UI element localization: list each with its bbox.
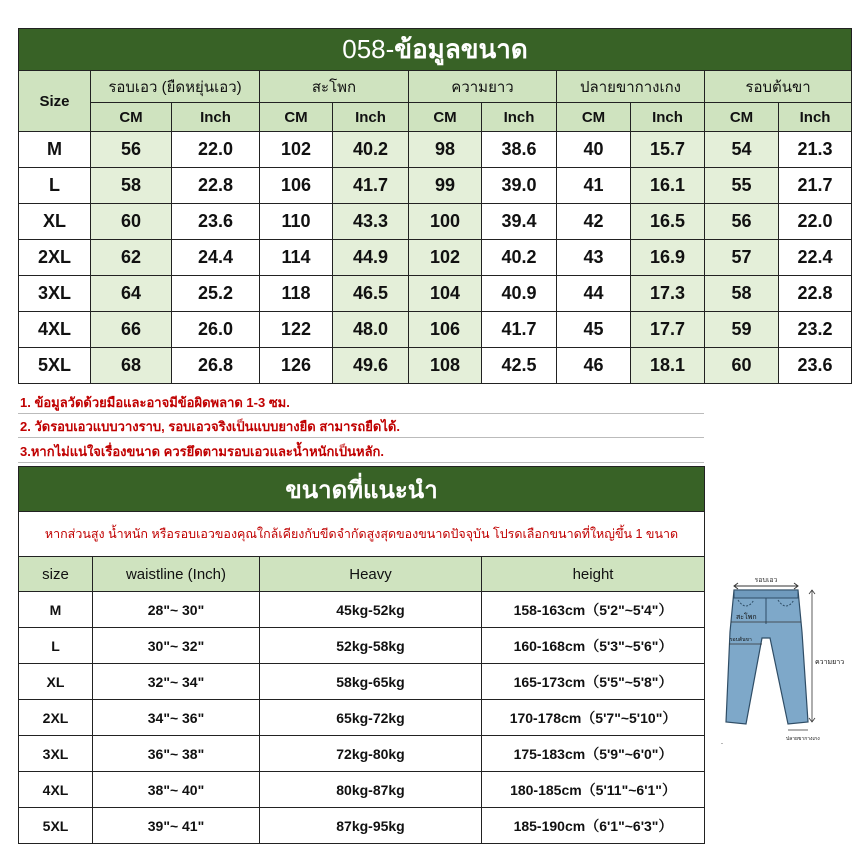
cell-cm: 66 (91, 312, 172, 348)
cell-cm: 100 (409, 204, 482, 240)
size-label: XL (19, 204, 91, 240)
unit-cm: CM (557, 103, 631, 132)
rec-cell-size: XL (19, 664, 93, 700)
cell-inch: 44.9 (333, 240, 409, 276)
size-label: 2XL (19, 240, 91, 276)
cell-cm: 104 (409, 276, 482, 312)
cell-inch: 39.4 (482, 204, 557, 240)
cell-cm: 55 (705, 168, 779, 204)
cell-cm: 118 (260, 276, 333, 312)
rec-cell-waist: 38"~ 40" (93, 772, 260, 808)
rec-cell-size: 4XL (19, 772, 93, 808)
note-3: 3.หากไม่แน่ใจเรื่องขนาด ควรยึดตามรอบเอวและน้ำหนักเป็นหลัก. (18, 441, 704, 463)
note-1: 1. ข้อมูลวัดด้วยมือและอาจมีข้อผิดพลาด 1-3 ซม. (18, 392, 704, 414)
rec-header-height: height (482, 557, 705, 592)
unit-inch: Inch (333, 103, 409, 132)
rec-cell-waist: 30"~ 32" (93, 628, 260, 664)
rec-header-size: size (19, 557, 93, 592)
size-row (19, 312, 852, 348)
cell-cm: 57 (705, 240, 779, 276)
rec-cell-heavy: 65kg-72kg (260, 700, 482, 736)
size-label: 3XL (19, 276, 91, 312)
cell-cm: 106 (409, 312, 482, 348)
cell-inch: 21.3 (779, 132, 852, 168)
cell-cm: 126 (260, 348, 333, 384)
rec-cell-waist: 28"~ 30" (93, 592, 260, 628)
measure-header-waist: รอบเอว (ยืดหยุ่นเอว) (91, 71, 260, 103)
cell-cm: 60 (91, 204, 172, 240)
rec-cell-height: 175-183cm（5'9"~6'0"） (482, 736, 705, 772)
unit-cm: CM (409, 103, 482, 132)
cell-inch: 17.7 (631, 312, 705, 348)
cell-cm: 45 (557, 312, 631, 348)
cell-cm: 68 (91, 348, 172, 384)
recommend-row (19, 808, 705, 844)
unit-inch: Inch (779, 103, 852, 132)
cell-inch: 23.6 (779, 348, 852, 384)
rec-cell-height: 160-168cm（5'3"~5'6"） (482, 628, 705, 664)
size-row (19, 204, 852, 240)
measure-header-thigh: รอบต้นขา (705, 71, 852, 103)
cell-cm: 56 (705, 204, 779, 240)
cell-inch: 18.1 (631, 348, 705, 384)
rec-cell-heavy: 80kg-87kg (260, 772, 482, 808)
cell-inch: 49.6 (333, 348, 409, 384)
cell-cm: 56 (91, 132, 172, 168)
cell-cm: 64 (91, 276, 172, 312)
recommend-row (19, 772, 705, 808)
size-column-header: Size (19, 71, 91, 132)
cell-inch: 22.8 (779, 276, 852, 312)
rec-cell-heavy: 45kg-52kg (260, 592, 482, 628)
cell-cm: 98 (409, 132, 482, 168)
cell-inch: 39.0 (482, 168, 557, 204)
cell-cm: 59 (705, 312, 779, 348)
size-label: L (19, 168, 91, 204)
cell-inch: 40.2 (333, 132, 409, 168)
cell-inch: 24.4 (172, 240, 260, 276)
cell-inch: 22.8 (172, 168, 260, 204)
rec-cell-size: 2XL (19, 700, 93, 736)
hem-label: ปลายขากางเกง (786, 736, 820, 742)
recommend-title: ขนาดที่แนะนำ (19, 467, 705, 512)
cell-cm: 62 (91, 240, 172, 276)
measure-header-length: ความยาว (409, 71, 557, 103)
measure-header-hem: ปลายขากางเกง (557, 71, 705, 103)
cell-cm: 106 (260, 168, 333, 204)
size-row (19, 276, 852, 312)
size-info-table (18, 28, 852, 384)
cell-inch: 38.6 (482, 132, 557, 168)
unit-inch: Inch (172, 103, 260, 132)
rec-cell-height: 185-190cm（6'1"~6'3"） (482, 808, 705, 844)
cell-inch: 40.9 (482, 276, 557, 312)
unit-cm: CM (705, 103, 779, 132)
cell-inch: 15.7 (631, 132, 705, 168)
size-row (19, 132, 852, 168)
cell-cm: 42 (557, 204, 631, 240)
cell-cm: 58 (705, 276, 779, 312)
recommend-row (19, 736, 705, 772)
cell-cm: 99 (409, 168, 482, 204)
unit-inch: Inch (631, 103, 705, 132)
cell-inch: 23.6 (172, 204, 260, 240)
rec-cell-height: 158-163cm（5'2"~5'4"） (482, 592, 705, 628)
cell-cm: 44 (557, 276, 631, 312)
size-label: 5XL (19, 348, 91, 384)
cell-inch: 42.5 (482, 348, 557, 384)
cell-cm: 40 (557, 132, 631, 168)
size-table-body (19, 132, 852, 384)
waist-label: รอบเอว (754, 577, 778, 584)
rec-cell-heavy: 52kg-58kg (260, 628, 482, 664)
unit-inch: Inch (482, 103, 557, 132)
rec-cell-size: 5XL (19, 808, 93, 844)
cell-inch: 43.3 (333, 204, 409, 240)
cell-cm: 43 (557, 240, 631, 276)
cell-cm: 60 (705, 348, 779, 384)
rec-cell-size: 3XL (19, 736, 93, 772)
cell-inch: 22.4 (779, 240, 852, 276)
rec-cell-size: L (19, 628, 93, 664)
jeans-icon (716, 572, 856, 744)
unit-cm: CM (91, 103, 172, 132)
rec-cell-heavy: 58kg-65kg (260, 664, 482, 700)
size-label: M (19, 132, 91, 168)
rec-cell-heavy: 72kg-80kg (260, 736, 482, 772)
size-row (19, 168, 852, 204)
size-row (19, 240, 852, 276)
rec-cell-size: M (19, 592, 93, 628)
hip-label: สะโพก (736, 614, 757, 621)
cell-inch: 16.5 (631, 204, 705, 240)
cell-inch: 46.5 (333, 276, 409, 312)
rec-cell-waist: 34"~ 36" (93, 700, 260, 736)
cell-cm: 110 (260, 204, 333, 240)
title-prefix: 058- (342, 34, 395, 64)
rec-cell-height: 170-178cm（5'7"~5'10"） (482, 700, 705, 736)
recommend-row (19, 700, 705, 736)
cell-inch: 40.2 (482, 240, 557, 276)
length-label: ความยาว (815, 659, 845, 666)
cell-cm: 108 (409, 348, 482, 384)
cell-cm: 102 (409, 240, 482, 276)
recommend-row (19, 664, 705, 700)
rec-header-heavy: Heavy (260, 557, 482, 592)
cell-inch: 22.0 (779, 204, 852, 240)
rec-cell-heavy: 87kg-95kg (260, 808, 482, 844)
rec-cell-waist: 36"~ 38" (93, 736, 260, 772)
title-main: ข้อมูลขนาด (394, 34, 528, 64)
rec-cell-waist: 32"~ 34" (93, 664, 260, 700)
recommended-size-table (18, 466, 705, 844)
cell-inch: 41.7 (482, 312, 557, 348)
rec-cell-height: 180-185cm（5'11"~6'1"） (482, 772, 705, 808)
recommend-row (19, 592, 705, 628)
note-2: 2. วัดรอบเอวแบบวางราบ, รอบเอวจริงเป็นแบบยางยืด สามารถยืดได้. (18, 416, 704, 438)
cell-inch: 26.8 (172, 348, 260, 384)
cell-inch: 21.7 (779, 168, 852, 204)
cell-inch: 25.2 (172, 276, 260, 312)
rec-header-waist: waistline (Inch) (93, 557, 260, 592)
cell-cm: 54 (705, 132, 779, 168)
cell-inch: 48.0 (333, 312, 409, 348)
cell-inch: 26.0 (172, 312, 260, 348)
size-label: 4XL (19, 312, 91, 348)
measure-header-hip: สะโพก (260, 71, 409, 103)
rec-cell-height: 165-173cm（5'5"~5'8"） (482, 664, 705, 700)
size-table-title (19, 29, 852, 71)
cell-cm: 58 (91, 168, 172, 204)
cell-inch: 17.3 (631, 276, 705, 312)
cell-inch: 16.1 (631, 168, 705, 204)
recommend-description: หากส่วนสูง น้ำหนัก หรือรอบเอวของคุณใกล้เคียงกับขีดจำกัดสูงสุดของขนาดปัจจุบัน โปรดเลือกขนาดที่ใหญ่ขึ้น 1 ขนาด (19, 512, 705, 557)
recommend-row (19, 628, 705, 664)
recommend-table-body (19, 592, 705, 844)
cell-inch: 23.2 (779, 312, 852, 348)
cell-inch: 16.9 (631, 240, 705, 276)
unit-cm: CM (260, 103, 333, 132)
cell-cm: 114 (260, 240, 333, 276)
size-row (19, 348, 852, 384)
rec-cell-waist: 39"~ 41" (93, 808, 260, 844)
cell-inch: 22.0 (172, 132, 260, 168)
cell-cm: 46 (557, 348, 631, 384)
cell-cm: 41 (557, 168, 631, 204)
cell-inch: 41.7 (333, 168, 409, 204)
cell-cm: 102 (260, 132, 333, 168)
thigh-label: รอบต้นขา (730, 637, 752, 643)
cell-cm: 122 (260, 312, 333, 348)
